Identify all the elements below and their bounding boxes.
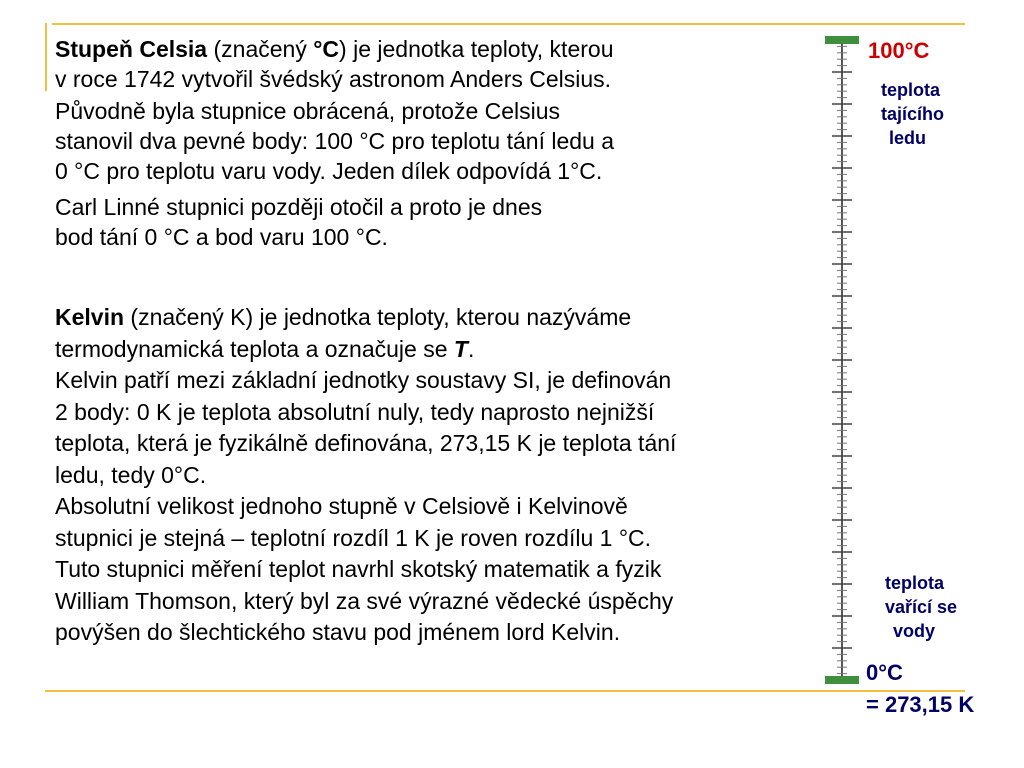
note-top-line-3: ledu <box>889 128 927 148</box>
kelvin-line-11: povýšen do šlechtického stavu pod jménem lord Kelvin. <box>55 619 621 645</box>
celsius-line-1: Stupeň Celsia (značený °C) je jednotka teploty, kterou <box>55 36 614 62</box>
celsius-line-5: 0 °C pro teplotu varu vody. Jeden dílek odpovídá 1°C. <box>55 158 603 184</box>
celsius-line-7: bod tání 0 °C a bod varu 100 °C. <box>55 224 388 250</box>
note-top-line-1: teplota <box>881 80 941 100</box>
kelvin-line-7: Absolutní velikost jednoho stupně v Celsiově i Kelvinově <box>55 493 628 519</box>
celsius-line-6: Carl Linné stupnici později otočil a proto je dnes <box>55 194 543 220</box>
celsius-line-4: stanovil dva pevné body: 100 °C pro teplotu tání ledu a <box>55 128 615 154</box>
kelvin-line-9: Tuto stupnici měření teplot navrhl skotský matematik a fyzik <box>55 556 662 582</box>
kelvin-line-2: termodynamická teplota a označuje se T. <box>55 335 475 362</box>
thermometer-scale <box>822 36 862 690</box>
kelvin-line-8: stupnici je stejná – teplotní rozdíl 1 K je roven rozdílu 1 °C. <box>55 524 652 551</box>
note-bottom-line-2: vařící se <box>885 597 958 617</box>
celsius-unit: °C <box>313 36 340 62</box>
kelvin-paragraph <box>55 302 676 649</box>
kelvin-line-5: teplota, která je fyzikálně definována, 273,15 K je teplota tání <box>55 430 677 456</box>
celsius-term: Stupeň Celsia <box>55 36 208 62</box>
note-bottom-line-3: vody <box>893 621 936 641</box>
kelvin-line-1: Kelvin (značený K) je jednotka teploty, kterou nazýváme <box>55 304 632 330</box>
kelvin-line-6: ledu, tedy 0°C. <box>55 461 207 488</box>
kelvin-term: Kelvin <box>55 304 125 330</box>
kelvin-line-3: Kelvin patří mezi základní jednotky soustavy SI, je definován <box>55 367 672 393</box>
celsius-line-3: Původně byla stupnice obrácená, protože Celsius <box>55 98 561 124</box>
bottom-rule <box>45 690 965 692</box>
note-boiling-water <box>885 571 957 643</box>
label-kelvin-equivalent: = 273,15 K <box>866 692 975 717</box>
thermometer-ticks <box>822 36 862 690</box>
celsius-line-2: v roce 1742 vytvořil švédský astronom Anders Celsius. <box>55 66 612 92</box>
thermometer-top-cap <box>825 36 859 44</box>
top-rule <box>52 23 965 25</box>
thermometer-bottom-cap <box>825 676 859 684</box>
label-0-celsius: 0°C <box>866 660 903 685</box>
kelvin-line-4: 2 body: 0 K je teplota absolutní nuly, tedy naprosto nejnižší <box>55 398 655 425</box>
temperature-symbol: T <box>453 335 468 362</box>
note-top-line-2: tajícího <box>881 104 945 124</box>
left-rule <box>45 23 47 91</box>
note-melting-ice <box>881 78 944 150</box>
celsius-paragraph <box>55 34 614 252</box>
label-100-celsius: 100°C <box>868 38 930 63</box>
kelvin-line-10: William Thomson, který byl za své výrazné vědecké úspěchy <box>55 587 674 614</box>
note-bottom-line-1: teplota <box>885 573 945 593</box>
